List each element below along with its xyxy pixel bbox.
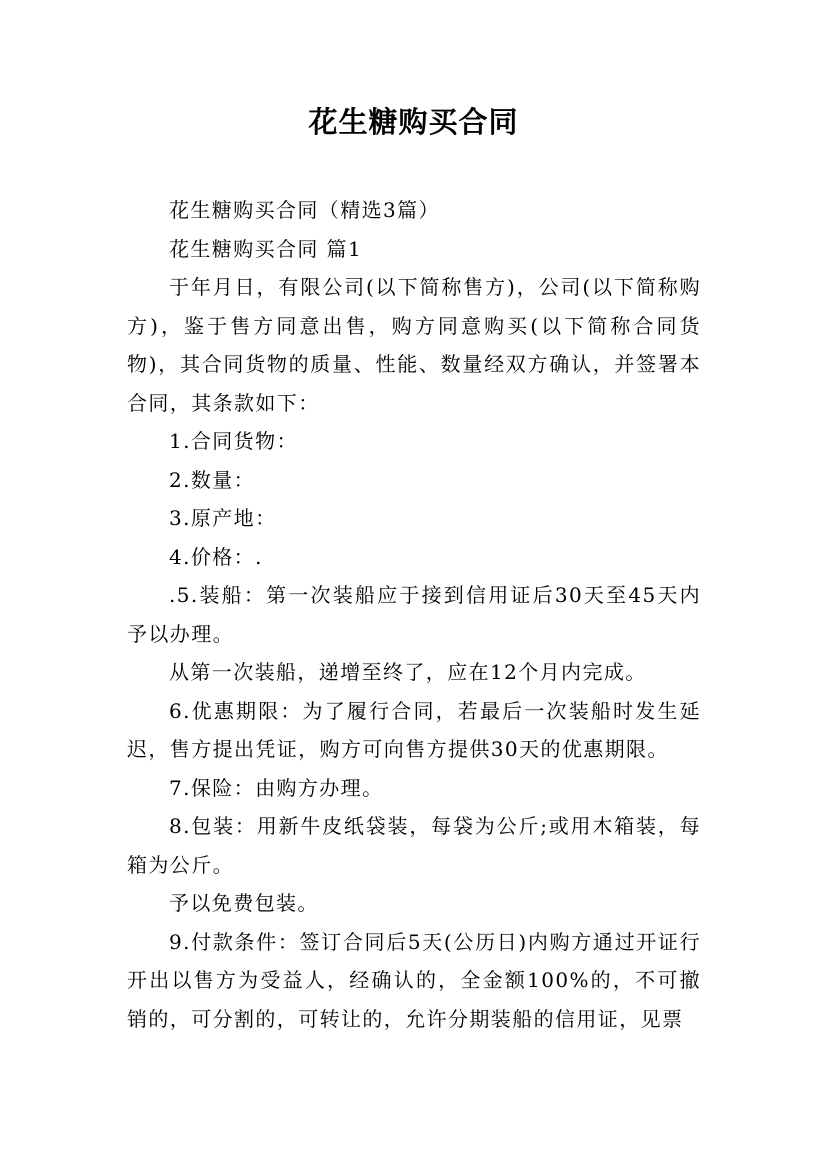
clause-shipment: .5.装船：第一次装船应于接到信用证后30天至45天内予以办理。 <box>127 583 701 646</box>
clause-grace-period: 6.优惠期限：为了履行合同，若最后一次装船时发生延迟，售方提出凭证，购方可向售方提供30天的优惠期限。 <box>127 698 701 761</box>
document-title: 花生糖购买合同 <box>308 105 519 139</box>
clause-packing-free: 予以免费包装。 <box>169 891 319 915</box>
paragraph-section-heading: 花生糖购买合同 篇1 <box>169 236 363 261</box>
clause-goods: 1.合同货物： <box>169 429 298 453</box>
clause-packing: 8.包装：用新牛皮纸袋装，每袋为公斤;或用木箱装，每箱为公斤。 <box>127 814 701 877</box>
clause-quantity: 2.数量： <box>169 467 256 492</box>
clause-insurance: 7.保险：由购方办理。 <box>169 775 384 800</box>
clause-price: 4.价格：. <box>169 544 263 569</box>
clause-shipment-schedule: 从第一次装船，递增至终了，应在12个月内完成。 <box>169 660 647 684</box>
paragraph-preamble: 于年月日，有限公司(以下简称售方)，公司(以下简称购方)，鉴于售方同意出售，购方同意购买(以下简称合同货物)，其合同货物的质量、性能、数量经双方确认，并签署本合同，其条款如下： <box>127 275 701 415</box>
paragraph-subtitle: 花生糖购买合同（精选3篇） <box>169 198 440 222</box>
clause-origin: 3.原产地： <box>169 506 277 530</box>
clause-payment: 9.付款条件：签订合同后5天(公历日)内购方通过开证行开出以售方为受益人，经确认的，全金额100%的，不可撤销的，可分割的，可转让的，允许分期装船的信用证，见票 <box>127 929 701 1031</box>
document-body <box>127 191 701 1038</box>
